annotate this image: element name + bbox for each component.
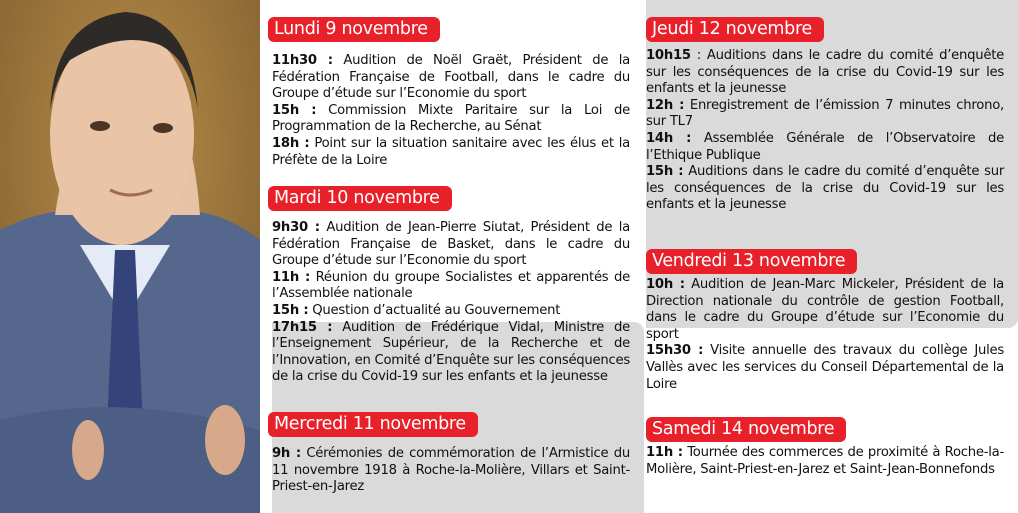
day-section-friday <box>646 249 1004 393</box>
event-item <box>272 320 630 386</box>
day-heading: Samedi 14 novembre <box>646 417 846 442</box>
event-text: Enregistrement de l’émission 7 minutes chrono, sur TL7 <box>646 97 1004 130</box>
event-item <box>272 220 630 270</box>
event-item <box>646 164 1004 214</box>
event-item <box>272 103 630 136</box>
day-heading: Jeudi 12 novembre <box>646 17 824 42</box>
event-item <box>646 277 1004 343</box>
portrait-illustration <box>0 0 260 513</box>
event-text: Commission Mixte Paritaire sur la Loi de Programmation de la Recherche, au Sénat <box>272 102 630 135</box>
day-heading: Lundi 9 novembre <box>268 17 440 42</box>
day-heading: Mardi 10 novembre <box>268 186 452 211</box>
event-time: 9h30 : <box>272 220 320 235</box>
event-time: 15h : <box>272 302 309 318</box>
event-time: 18h : <box>272 135 310 151</box>
event-item <box>646 48 1004 98</box>
day-section-tuesday <box>268 186 630 386</box>
event-text: Réunion du groupe Socialistes et apparentés de l’Assemblée nationale <box>272 269 630 302</box>
event-item <box>272 136 630 169</box>
day-section-wednesday <box>268 412 630 496</box>
event-time: 12h : <box>646 97 685 113</box>
event-text: Point sur la situation sanitaire avec les élus et la Préfète de la Loire <box>272 135 630 168</box>
day-section-monday <box>268 17 630 169</box>
event-item <box>646 343 1004 393</box>
event-item <box>272 270 630 303</box>
event-item <box>646 131 1004 164</box>
event-text: Audition de Noël Graët, Président de la Fédération Française de Football, dans le cadre du Groupe d’étude sur l’Economie du sport <box>272 53 630 102</box>
event-text: Audition de Jean-Pierre Siutat, Président de la Fédération Française de Basket, dans le cadre du Groupe d’étude sur l’Economie du sport <box>272 220 630 269</box>
event-item <box>272 53 630 103</box>
event-time: 15h : <box>272 102 317 118</box>
portrait-photo <box>0 0 260 513</box>
event-time: 15h30 : <box>646 343 704 359</box>
event-item <box>646 98 1004 131</box>
event-text: Audition de Frédérique Vidal, Ministre de l’Enseignement Supérieur, de la Recherche et de l’Innovation, en Comité d’Enquête sur les conséquences de la crise du Covid-19 sur les enfants et la jeunesse <box>272 319 630 385</box>
event-text: Cérémonies de commémoration de l’Armistice du 11 novembre 1918 à Roche-la-Molière, Villars et Saint-Priest-en-Jarez <box>272 446 630 495</box>
event-text: Auditions dans le cadre du comité d’enquête sur les conséquences de la crise du Covid-19 sur les enfants et la jeunesse <box>646 164 1004 213</box>
event-text: Question d’actualité au Gouvernement <box>308 302 561 318</box>
event-text: Visite annuelle des travaux du collège Jules Vallès avec les services du Conseil Départemental de la Loire <box>646 343 1004 392</box>
event-item <box>272 446 630 496</box>
event-time: 11h30 : <box>272 53 333 68</box>
day-heading: Mercredi 11 novembre <box>268 412 478 437</box>
event-time: 11h : <box>646 445 683 460</box>
event-time: 14h : <box>646 130 692 146</box>
event-text: Assemblée Générale de l’Observatoire de l’Ethique Publique <box>646 130 1004 163</box>
event-time: 9h : <box>272 446 301 461</box>
event-time: 17h15 : <box>272 319 333 335</box>
event-item <box>646 445 1004 478</box>
day-heading: Vendredi 13 novembre <box>646 249 857 274</box>
day-section-saturday <box>646 417 1004 478</box>
event-time: 10h15 <box>646 48 691 63</box>
event-time: 11h : <box>272 269 311 285</box>
day-section-thursday <box>646 17 1004 214</box>
event-text: : Auditions dans le cadre du comité d’enquête sur les conséquences de la crise du Covid-19 sur les enfants et la jeunesse <box>646 48 1004 97</box>
event-item <box>272 303 630 320</box>
event-time: 15h : <box>646 164 684 180</box>
event-time: 10h : <box>646 277 685 292</box>
event-text: Tournée des commerces de proximité à Roche-la-Molière, Saint-Priest-en-Jarez et Saint-Jean-Bonnefonds <box>646 445 1004 477</box>
event-text: Audition de Jean-Marc Mickeler, Président de la Direction nationale du contrôle de gestion Football, dans le cadre du Groupe d’étude sur l’Economie du sport <box>646 277 1004 342</box>
